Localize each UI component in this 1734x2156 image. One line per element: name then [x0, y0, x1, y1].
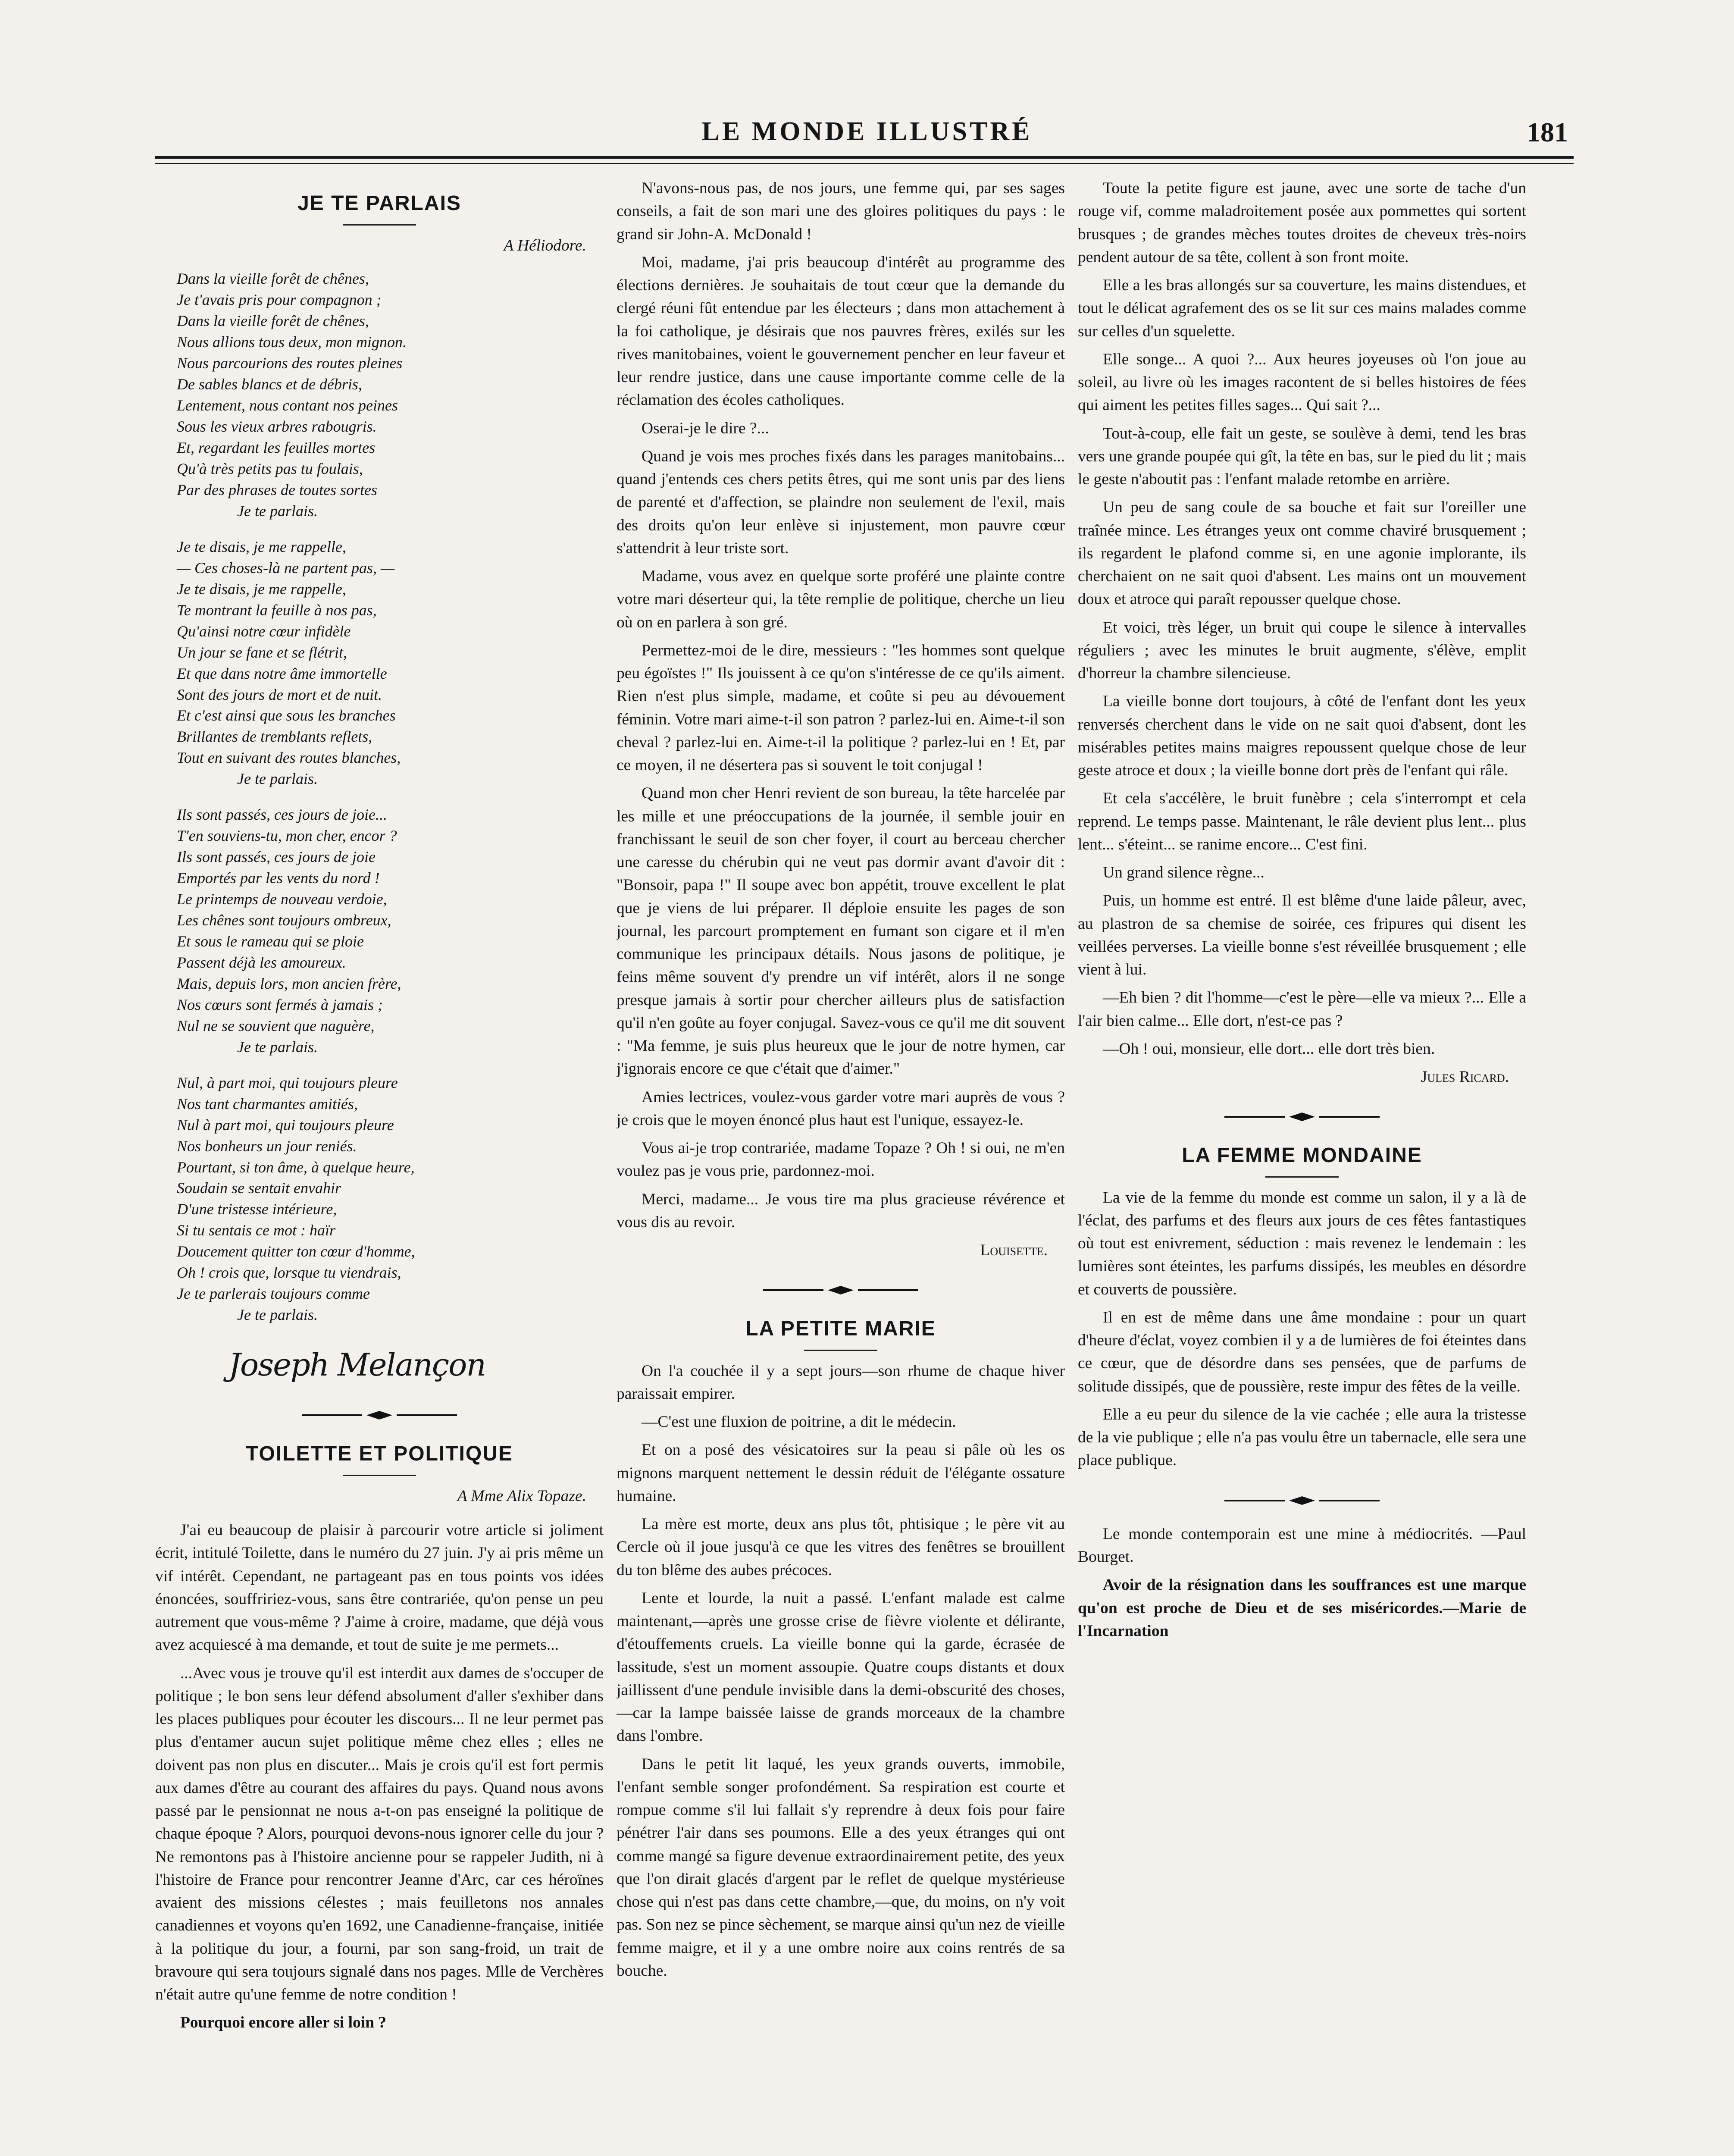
paragraph: Elle songe... A quoi ?... Aux heures joyeuses où l'on joue au soleil, au livre où les images racontent de si belles histoires de fées qui aiment les petites filles sages... Qui sait ?... — [1078, 350, 1526, 414]
paragraph: Il en est de même dans une âme mondaine : pour un quart d'heure d'éclat, voyez combien il y a de lumières de foi éteintes dans ce cœur, que de désordre dans ses pensées, que de parfums de solitude dissipés, que de poussière, reste impur des fêtes de la veille. — [1078, 1308, 1526, 1395]
poem-signature: Joseph Melançon — [228, 1347, 485, 1383]
poem-line: Lentement, nous contant nos peines — [177, 397, 398, 414]
page-number: 181 — [1527, 117, 1568, 147]
poem-line: Ils sont passés, ces jours de joie — [177, 848, 376, 866]
maxim: Avoir de la résignation dans les souffrances est une marque qu'on est proche de Dieu et de ses miséricordes.—Marie de l'Incarnation — [1078, 1576, 1526, 1640]
ornament-divider — [1078, 1106, 1526, 1128]
ornament-divider — [1078, 1489, 1526, 1512]
divider — [343, 224, 416, 226]
poem-line: Qu'à très petits pas tu foulais, — [177, 460, 363, 477]
paragraph: Elle a les bras allongés sur sa couverture, les mains distendues, et tout le délicat agrafement des os se lit sur ces mains malades comme sur celles d'un squelette. — [1078, 276, 1526, 340]
ornament-icon — [1224, 1112, 1380, 1122]
poem-line: Tout en suivant des routes blanches, — [177, 749, 401, 767]
paragraph: Et on a posé des vésicatoires sur la peau si pâle où les os mignons marquent nettement le dessin réduit de l'élégante ossature humaine. — [617, 1441, 1065, 1505]
divider — [1265, 1176, 1339, 1178]
poem-line: Sont des jours de mort et de nuit. — [177, 686, 382, 703]
poem-line: Et sous le rameau qui se ploie — [177, 933, 364, 950]
paragraph: Et voici, très léger, un bruit qui coupe le silence à intervalles réguliers ; avec les minutes le bruit augmente, s'élève, emplit d'horreur la chambre silencieuse. — [1078, 618, 1526, 682]
poem-refrain: Je te parlais. — [237, 1306, 318, 1324]
poem-line: Pourtant, si ton âme, à quelque heure, — [177, 1158, 415, 1176]
paragraph: Pourquoi encore aller si loin ? — [180, 2014, 387, 2032]
paragraph: Tout-à-coup, elle fait un geste, se soulève à demi, tend les bras vers une grande poupée qui gît, la tête en bas, sur le pied du lit ; mais le geste n'aboutit pas : l'enfant malade retombe en arrière. — [1078, 424, 1526, 488]
page-header — [0, 103, 1734, 168]
poem-line: D'une tristesse intérieure, — [177, 1200, 337, 1218]
divider — [343, 1475, 416, 1476]
poem-title: JE TE PARLAIS — [297, 192, 461, 215]
poem-line: Je t'avais pris pour compagnon ; — [177, 291, 382, 309]
paragraph: J'ai eu beaucoup de plaisir à parcourir votre article si joliment écrit, intitulé Toilette, dans le numéro du 27 juin. J'y ai pris même un vif intérêt. Cependant, ne partageant pas en tous points vos idées énoncées, souffririez-vous, sans être contrariée, qu'on pense un peu autrement que vous-même ? J'aime à croire, madame, que déjà vous avez acquiescé à ma demande, et tout de suite je me permets... — [155, 1521, 604, 1654]
poem-line: Nous allions tous deux, mon mignon. — [177, 333, 407, 351]
column-2 — [617, 177, 1065, 2156]
poem-line: Je te disais, je me rappelle, — [177, 538, 346, 555]
paragraph: Madame, vous avez en quelque sorte proféré une plainte contre votre mari déserteur qui, la tête remplie de politique, cherche un lieu où on en parlera à son gré. — [617, 567, 1065, 631]
poem-line: Si tu sentais ce mot : haïr — [177, 1222, 335, 1239]
paragraph: Vous ai-je trop contrariée, madame Topaze ? Oh ! si oui, ne m'en voulez pas je vous prie, pardonnez-moi. — [617, 1139, 1065, 1180]
poem-line: Nos bonheurs un jour reniés. — [177, 1137, 357, 1155]
paragraph: Puis, un homme est entré. Il est blême d'une laide pâleur, avec, au plastron de sa chemise de soirée, ces fripures qui disent les veillées perverses. La vieille bonne s'est réveillée brusquement ; elle vient à lui. — [1078, 892, 1526, 978]
paragraph: On l'a couchée il y a sept jours—son rhume de chaque hiver paraissait empirer. — [617, 1362, 1065, 1403]
poem-refrain: Je te parlais. — [237, 770, 318, 788]
paragraph: N'avons-nous pas, de nos jours, une femme qui, par ses sages conseils, a fait de son mari une des gloires politiques du pays : le grand sir John-A. McDonald ! — [617, 179, 1065, 243]
paragraph: Dans le petit lit laqué, les yeux grands ouverts, immobile, l'enfant semble songer profondément. Sa respiration est courte et rompue comme s'il lui fallait s'y reprendre à deux fois pour faire pénétrer l'air dans ses poumons. Elle a des yeux étranges qui ont comme mangé sa figure devenue extraordinairement petite, des yeux que l'on dirait glacés d'argent par le reflet de quelque mystérieuse chose qui n'est pas dans cette chambre,—que, du moins, on n'y voit pas. Son nez se pince sèchement, se marque ainsi qu'un nez de vieille femme maigre, et il y a une ombre noire aux coins rentrés de sa bouche. — [617, 1755, 1065, 1980]
paragraph: —Eh bien ? dit l'homme—c'est le père—elle va mieux ?... Elle a l'air bien calme... Elle dort, n'est-ce pas ? — [1078, 989, 1526, 1030]
header-rule — [155, 156, 1574, 164]
poem-line: Et, regardant les feuilles mortes — [177, 439, 376, 457]
poem-line: T'en souviens-tu, mon cher, encor ? — [177, 827, 397, 845]
paragraph: —C'est une fluxion de poitrine, a dit le médecin. — [642, 1413, 956, 1431]
poem-line: Passent déjà les amoureux. — [177, 953, 346, 971]
paragraph: La vieille bonne dort toujours, à côté de l'enfant dont les yeux renversés cherchent dans le vide on ne sait quoi d'absent, dont les misérables petites mains maigres repoussent quelque chose de leur geste atroce et doux ; la vieille bonne dort près de l'enfant qui râle. — [1078, 693, 1526, 779]
column-1 — [155, 177, 604, 2156]
poem-stanza — [177, 268, 604, 521]
paragraph: Oserai-je le dire ?... — [642, 419, 769, 437]
paragraph: La mère est morte, deux ans plus tôt, phtisique ; le père vit au Cercle où il joue jusqu'à ce que les vitres des fenêtres se brouillent du ton blême des aubes précoces. — [617, 1515, 1065, 1579]
petite-marie-title: LA PETITE MARIE — [745, 1317, 936, 1340]
paragraph: Moi, madame, j'ai pris beaucoup d'intérêt au programme des élections dernières. Je souhaitais de tout cœur que la demande du clergé réuni fût entendue par les électeurs ; dans mon attachement à la foi catholique, je désirais que nos pauvres frères, exilés sur les rives manitobaines, voient le gouvernement pencher en leur faveur et leur rendre justice, dans une cause importante comme celle de la réclamation des écoles catholiques. — [617, 253, 1065, 409]
paragraph: Quand mon cher Henri revient de son bureau, la tête harcelée par les mille et une préoccupations de la journée, il semble jouir en franchissant le seuil de son cher foyer, il court au berceau chercher une caresse du chérubin qui ne veut pas dormir avant d'avoir dit : "Bonsoir, papa !" Il soupe avec bon appétit, trouve excellent le plat que je viens de lui préparer. Il déploie ensuite les pages de son journal, les parcourt promptement en fumant son cigare et il m'en communique les principaux détails. Nous jasons de politique, je feins même souvent d'y prendre un vif intérêt, alors il ne songe presque jamais à sortir pour chercher ailleurs plus de satisfaction qu'il n'en goûte au foyer conjugal. Savez-vous ce qu'il me dit souvent : "Ma femme, je suis plus heureux que le jour de notre hymen, car j'ignorais encore ce que c'était que d'aimer." — [617, 784, 1065, 1078]
poem-line: — Ces choses-là ne partent pas, — — [177, 559, 394, 577]
ornament-icon — [1224, 1495, 1380, 1506]
paragraph: Et cela s'accélère, le bruit funèbre ; cela s'interrompt et cela reprend. Le temps passe. Maintenant, le râle devient plus lent... plus lent... s'éteint... se ranime encore... C'est fini. — [1078, 790, 1526, 853]
author-name: Jules Ricard. — [1421, 1068, 1509, 1086]
poem-stanza — [177, 536, 604, 790]
maxim: Le monde contemporain est une mine à médiocrités. —Paul Bourget. — [1078, 1525, 1526, 1566]
poem-stanza — [177, 804, 604, 1057]
paragraph: Toute la petite figure est jaune, avec une sorte de tache d'un rouge vif, comme maladroitement posée aux pommettes qui sortent brusques ; de grandes mèches toutes droites de cheveux très-noirs pendent autour de sa tête, collent à son front moite. — [1078, 179, 1526, 266]
poem-line: Dans la vieille forêt de chênes, — [177, 270, 369, 288]
poem-line: De sables blancs et de débris, — [177, 376, 362, 393]
poem-body — [177, 268, 604, 1326]
paragraph: ...Avec vous je trouve qu'il est interdit aux dames de s'occuper de politique ; le bon sens leur défend absolument d'aller s'exhiber dans les places publiques pour écouter les discours... Il ne leur permet pas plus d'entamer aucun sujet politique même chez elles ; elles ne doivent pas non plus en discuter... Mais je crois qu'il est fort permis aux dames d'être au courant des affaires du pays. Quand nous avons passé par le pensionnat ne nous a-t-on pas enseigné la politique de chaque époque ? Alors, pourquoi devons-nous ignorer celle du jour ? Ne remontons pas à l'histoire ancienne pour se rappeler Judith, ni à l'histoire de France pour rencontrer Jeanne d'Arc, car ces héroïnes avaient des missions célestes ; mais feuilletons nos annales canadiennes et voyons qu'en 1692, une Canadienne-française, initiée à la politique du jour, a fourni, par son sang-froid, un trait de bravoure qui sera toujours signalé dans nos pages. Mlle de Verchères n'était autre qu'une femme de notre condition ! — [155, 1664, 604, 2004]
poem-line: Nul, à part moi, qui toujours pleure — [177, 1074, 398, 1091]
poem-line: Nul ne se souvient que naguère, — [177, 1017, 375, 1034]
poem-line: Je te parlerais toujours comme — [177, 1285, 370, 1303]
poem-stanza — [177, 1072, 604, 1326]
paragraph: Permettez-moi de le dire, messieurs : "les hommes sont quelque peu égoïstes !" Ils jouissent à ce qu'on s'intéresse de ce qu'ils aiment. Rien n'est plus simple, madame, et coûte si peu au dévouement féminin. Votre mari aime-t-il son patron ? parlez-lui en. Aime-t-il son cheval ? parlez-lui en. Aime-t-il la politique ? parlez-lui en ! Et, par ce moyen, il ne désertera pas si souvent le toit conjugal ! — [617, 641, 1065, 774]
poem-line: Emportés par les vents du nord ! — [177, 869, 380, 887]
poem-line: Brillantes de tremblants reflets, — [177, 728, 372, 746]
poem-line: Et c'est ainsi que sous les branches — [177, 707, 396, 724]
toilette-title: TOILETTE ET POLITIQUE — [246, 1442, 513, 1465]
ornament-divider — [155, 1404, 604, 1427]
masthead: LE MONDE ILLUSTRÉ — [701, 117, 1033, 146]
poem-line: Sous les vieux arbres rabougris. — [177, 418, 377, 436]
ornament-divider — [617, 1279, 1065, 1302]
toilette-dedication: A Mme Alix Topaze. — [457, 1487, 586, 1505]
paragraph: Un peu de sang coule de sa bouche et fait sur l'oreiller une traînée mince. Les étranges yeux ont comme chaviré brusquement ; ils regardent le plafond comme si, en une agonie implorante, ils cherchaient on ne sait quoi d'absent. Les mains ont un mouvement doux et atroce qui paraît repousser quelque chose. — [1078, 498, 1526, 608]
author-name: Louisette. — [980, 1241, 1048, 1259]
paragraph: Quand je vois mes proches fixés dans les parages manitobains... quand j'entends ces chers petits êtres, qui me sont unis par des liens de parenté et d'affection, se plaindre non seulement de l'exil, mais des droits qu'on leur enlève si injustement, mon pauvre cœur s'attendrit à leur triste sort. — [617, 447, 1065, 557]
poem-line: Nous parcourions des routes pleines — [177, 354, 403, 372]
poem-refrain: Je te parlais. — [237, 502, 318, 520]
ornament-icon — [302, 1410, 457, 1420]
poem-line: Qu'ainsi notre cœur infidèle — [177, 622, 351, 640]
poem-line: Les chênes sont toujours ombreux, — [177, 912, 391, 929]
ornament-icon — [763, 1285, 918, 1295]
paragraph: Amies lectrices, voulez-vous garder votre mari auprès de vous ? je crois que le moyen énoncé plus haut est l'unique, essayez-le. — [617, 1088, 1065, 1129]
poem-line: Ils sont passés, ces jours de joie... — [177, 806, 387, 824]
poem-line: Doucement quitter ton cœur d'homme, — [177, 1243, 415, 1260]
paragraph: Merci, madame... Je vous tire ma plus gracieuse révérence et vous dis au revoir. — [617, 1190, 1065, 1231]
femme-mondaine-title: LA FEMME MONDAINE — [1182, 1144, 1422, 1167]
poem-line: Je te disais, je me rappelle, — [177, 580, 346, 598]
poem-line: Soudain se sentait envahir — [177, 1179, 341, 1197]
poem-line: Par des phrases de toutes sortes — [177, 481, 377, 498]
paragraph: La vie de la femme du monde est comme un salon, il y a là de l'éclat, des parfums et des fleurs aux jours de ces fêtes fantastiques où tout est enivrement, séduction : mais revenez le lendemain : les lumières sont éteintes, les parfums dissipés, les meubles en désordre et couverts de poussière. — [1078, 1188, 1526, 1298]
paragraph: Elle a eu peur du silence de la vie cachée ; elle aura la tristesse de la vie publique ; elle n'a pas voulu être un tabernacle, elle sera une place publique. — [1078, 1405, 1526, 1470]
paragraph: Un grand silence règne... — [1103, 864, 1265, 881]
poem-line: Nos cœurs sont fermés à jamais ; — [177, 996, 383, 1013]
poem-line: Dans la vieille forêt de chênes, — [177, 312, 369, 330]
poem-line: Et que dans notre âme immortelle — [177, 664, 387, 682]
poem-line: Le printemps de nouveau verdoie, — [177, 890, 387, 908]
poem-line: Oh ! crois que, lorsque tu viendrais, — [177, 1264, 401, 1282]
poem-line: Te montrant la feuille à nos pas, — [177, 601, 377, 619]
poem-refrain: Je te parlais. — [237, 1038, 318, 1056]
paragraph: —Oh ! oui, monsieur, elle dort... elle dort très bien. — [1103, 1040, 1435, 1058]
divider — [804, 1350, 877, 1351]
poem-line: Mais, depuis lors, mon ancien frère, — [177, 975, 401, 992]
poem-line: Nul à part moi, qui toujours pleure — [177, 1116, 394, 1134]
poem-line: Nos tant charmantes amitiés, — [177, 1095, 358, 1112]
poem-dedication: A Héliodore. — [504, 237, 586, 255]
column-3 — [1078, 177, 1526, 2156]
paragraph: Lente et lourde, la nuit a passé. L'enfant malade est calme maintenant,—après une grosse crise de fièvre violente et délirante, d'étouffements cruels. La vieille bonne qui la garde, écrasée de lassitude, s'est un moment assoupie. Quatre coups distants et doux jaillissent d'une pendule invisible dans la demi-obscurité des choses,—car la lampe baissée laisse de grands morceaux de la chambre dans l'ombre. — [617, 1589, 1065, 1745]
poem-line: Un jour se fane et se flétrit, — [177, 643, 347, 661]
